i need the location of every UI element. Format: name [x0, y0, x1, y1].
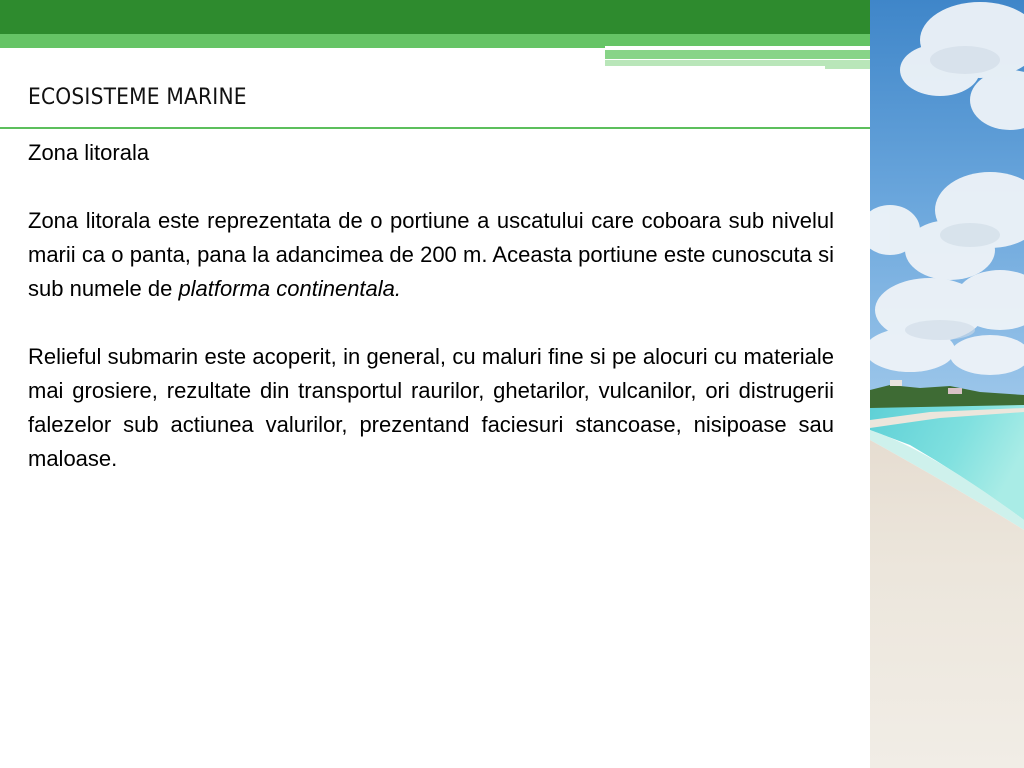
header-bar-dark — [0, 0, 870, 34]
paragraph-litoral — [28, 204, 834, 306]
section-heading: Zona litorala — [28, 140, 150, 165]
beach-photo-image — [870, 0, 1024, 768]
spacer — [28, 170, 834, 204]
slide-body — [28, 136, 834, 476]
header-bar-pale-gap — [605, 66, 825, 69]
slide-title: ECOSISTEME MARINE — [28, 85, 247, 110]
paragraph-relief: Relieful submarin este acoperit, in general, cu maluri fine si pe alocuri cu materiale mai grosiere, rezultate din transportul raurilor, ghetarilor, vulcanilor, ori distrugerii falezelor sub actiunea valurilor, prezentand faciesuri stancoase, nisipoase sau maloase. — [28, 344, 834, 471]
beach-photo — [870, 0, 1024, 768]
spacer — [28, 306, 834, 340]
paragraph-litoral-text: Zona litorala este reprezentata de o portiune a uscatului care coboara sub nivelul marii ca o panta, pana la adancimea de 200 m. Aceasta portiune este cunoscuta si sub numele de — [28, 208, 834, 301]
title-divider — [0, 127, 870, 129]
paragraph-litoral-italic-term: platforma continentala. — [178, 276, 402, 301]
header-bar-accent — [605, 50, 870, 59]
